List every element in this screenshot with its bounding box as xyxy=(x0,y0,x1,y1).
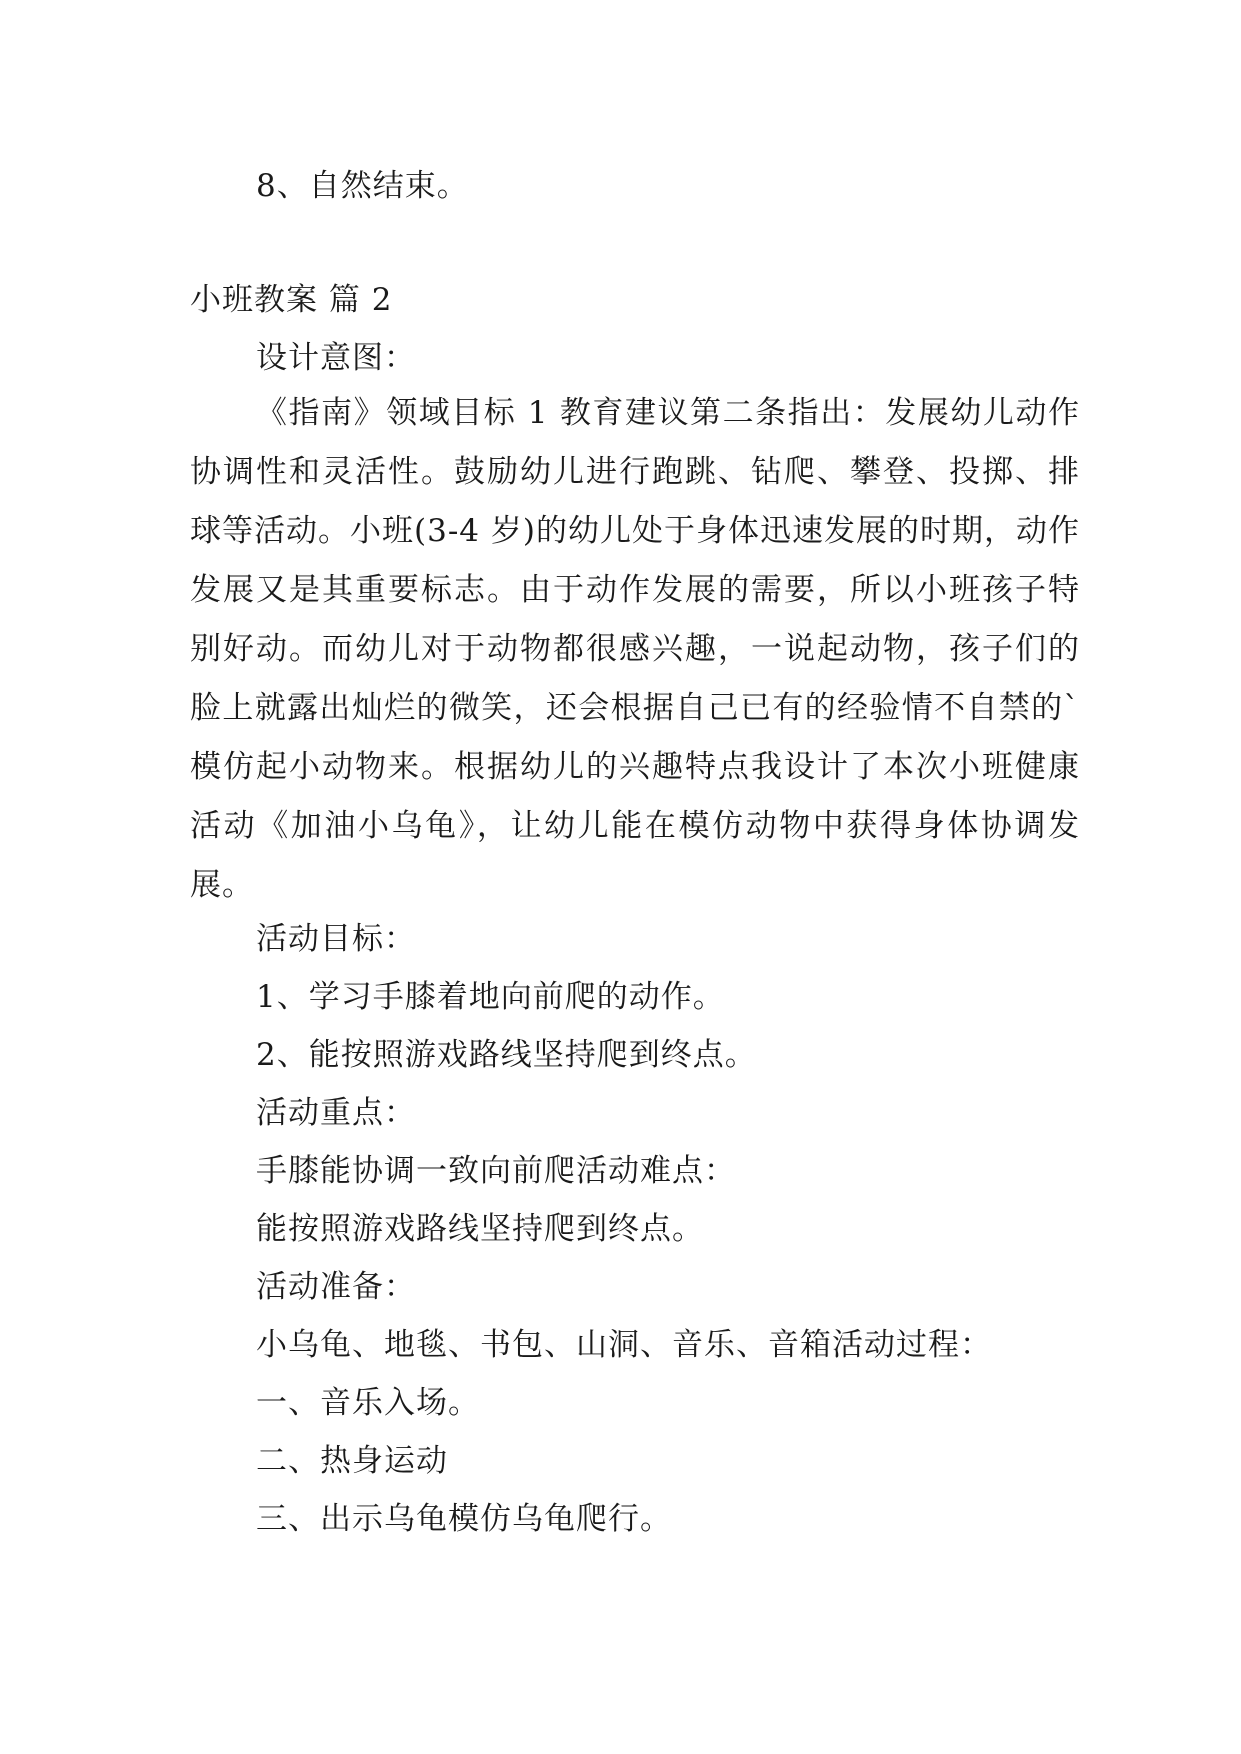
process-step-2: 二、热身运动 xyxy=(256,1443,448,1479)
goal-2: 2、能按照游戏路线坚持爬到终点。 xyxy=(256,1037,757,1073)
difficulty-text: 能按照游戏路线坚持爬到终点。 xyxy=(256,1211,704,1247)
preparation-heading: 活动准备： xyxy=(256,1269,416,1305)
preparation-text: 小乌龟、地毯、书包、山洞、音乐、音箱活动过程： xyxy=(256,1327,992,1363)
step-8-text: 8、自然结束。 xyxy=(256,168,469,204)
goals-heading: 活动目标： xyxy=(256,921,416,957)
design-intent-heading: 设计意图： xyxy=(256,340,416,376)
section-title: 小班教案 篇 2 xyxy=(190,282,393,318)
goal-1: 1、学习手膝着地向前爬的动作。 xyxy=(256,979,725,1015)
key-point-heading: 活动重点： xyxy=(256,1095,416,1131)
process-step-3: 三、出示乌龟模仿乌龟爬行。 xyxy=(256,1501,672,1537)
design-intent-paragraph: 《指南》领域目标 1 教育建议第二条指出：发展幼儿动作协调性和灵活性。鼓励幼儿进行跑跳、钻爬、攀登、投掷、排球等活动。小班(3-4 岁)的幼儿处于身体迅速发展的时期，动作发展又是其重要标志。由于动作发展的需要，所以小班孩子特别好动。而幼儿对于动物都很感兴趣，一说起动物，孩子们的脸上就露出灿烂的微笑，还会根据自己已有的经验情不自禁的`模仿起小动物来。根据幼儿的兴趣特点我设计了本次小班健康活动《加油小乌龟》，让幼儿能在模仿动物中获得身体协调发展。 xyxy=(190,395,1080,903)
key-point-text: 手膝能协调一致向前爬活动难点： xyxy=(256,1153,736,1189)
process-step-1: 一、音乐入场。 xyxy=(256,1385,480,1421)
